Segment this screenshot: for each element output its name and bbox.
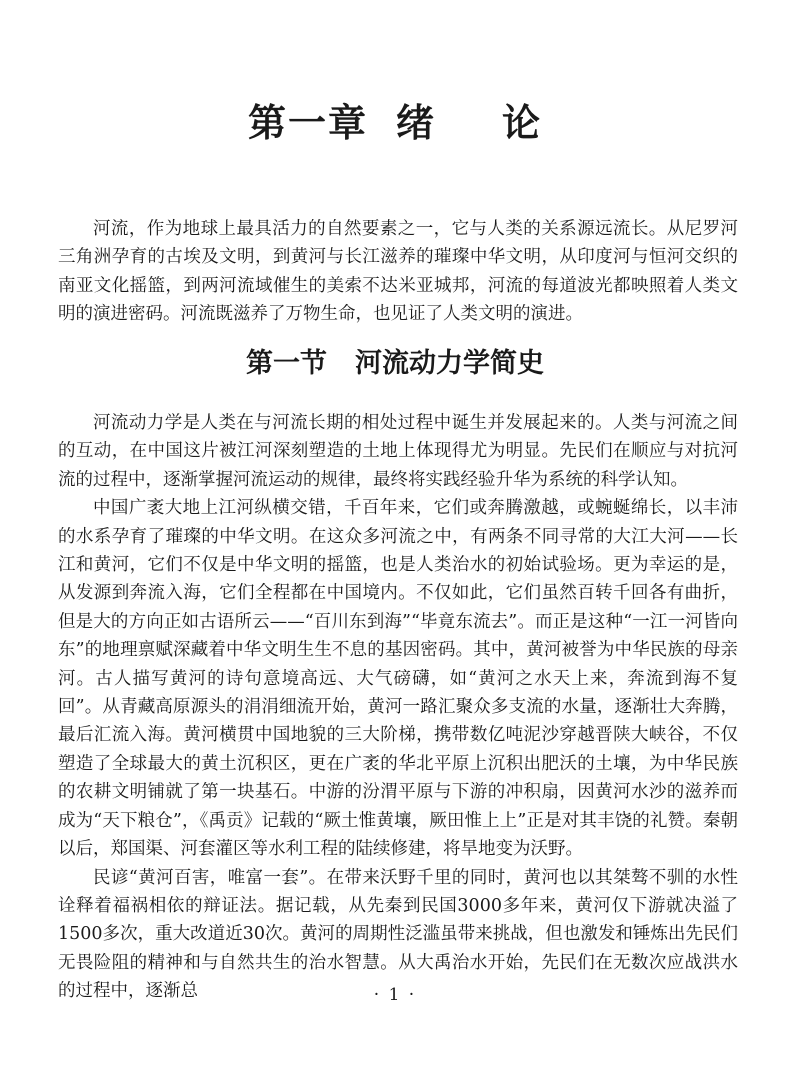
- body-paragraph-2: 中国广袤大地上江河纵横交错，千百年来，它们或奔腾激越，或蜿蜒绵长，以丰沛的水系孕育了璀璨的中华文明。在这众多河流之中，有两条不同寻常的大江大河——长江和黄河，它们不仅是中华文明的摇篮，也是人类治水的初始试验场。更为幸运的是，从发源到奔流入海，它们全程都在中国境内。不仅如此，它们虽然百转千回各有曲折，但是大的方向正如古语所云——“百川东到海”“毕竟东流去”。而正是这种“一江一河皆向东”的地理禀赋深藏着中华文明生生不息的基因密码。其中，黄河被誉为中华民族的母亲河。古人描写黄河的诗句意境高远、大气磅礴，如“黄河之水天上来，奔流到海不复回”。从青藏高原源头的涓涓细流开始，黄河一路汇聚众多支流的水量，逐渐壮大奔腾，最后汇流入海。黄河横贯中国地貌的三大阶梯，携带数亿吨泥沙穿越晋陕大峡谷，不仅塑造了全球最大的黄土沉积区，更在广袤的华北平原上沉积出肥沃的土壤，为中华民族的农耕文明铺就了第一块基石。中游的汾渭平原与下游的冲积扇，因黄河水沙的滋养而成为“天下粮仓”，《禹贡》记载的“厥土惟黄壤，厥田惟上上”正是对其丰饶的礼赞。秦朝以后，郑国渠、河套灌区等水利工程的陆续修建，将旱地变为沃野。: [58, 498, 738, 860]
- chapter-title: [0, 100, 790, 146]
- section-title: [0, 346, 790, 381]
- section-title-text: 河流动力学简史: [355, 348, 544, 379]
- body-paragraph-3: 民谚“黄河百害，唯富一套”。在带来沃野千里的同时，黄河也以其桀骜不驯的水性诠释着福祸相依的辩证法。据记载，从先秦到民国3000多年来，黄河仅下游就决溢了1500多次，重大改道近30次。黄河的周期性泛滥虽带来挑战，但也激发和锤炼出先民们无畏险阻的精神和与自然共生的治水智慧。从大禹治水开始，先民们在无数次应战洪水的过程中，逐渐总: [58, 867, 738, 1002]
- chapter-label: 第一章: [247, 100, 368, 145]
- page-number: · 1 ·: [373, 985, 417, 1005]
- section-label: 第一节: [246, 348, 327, 379]
- intro-paragraph: 河流，作为地球上最具活力的自然要素之一，它与人类的关系源远流长。从尼罗河三角洲孕育的古埃及文明，到黄河与长江滋养的璀璨中华文明，从印度河与恒河交织的南亚文化摇篮，到两河流域催生的美索不达米亚城邦，河流的每道波光都映照着人类文明的演进密码。河流既滋养了万物生命，也见证了人类文明的演进。: [58, 219, 738, 325]
- body-text: [58, 409, 738, 1006]
- body-paragraph-1: 河流动力学是人类在与河流长期的相处过程中诞生并发展起来的。人类与河流之间的互动，在中国这片被江河深刻塑造的土地上体现得尤为明显。先民们在顺应与对抗河流的过程中，逐渐掌握河流运动的规律，最终将实践经验升华为系统的科学认知。: [58, 413, 738, 490]
- chapter-title-char-1: 绪: [395, 100, 436, 145]
- chapter-title-char-2: 论: [502, 100, 543, 145]
- intro-block: [58, 215, 738, 329]
